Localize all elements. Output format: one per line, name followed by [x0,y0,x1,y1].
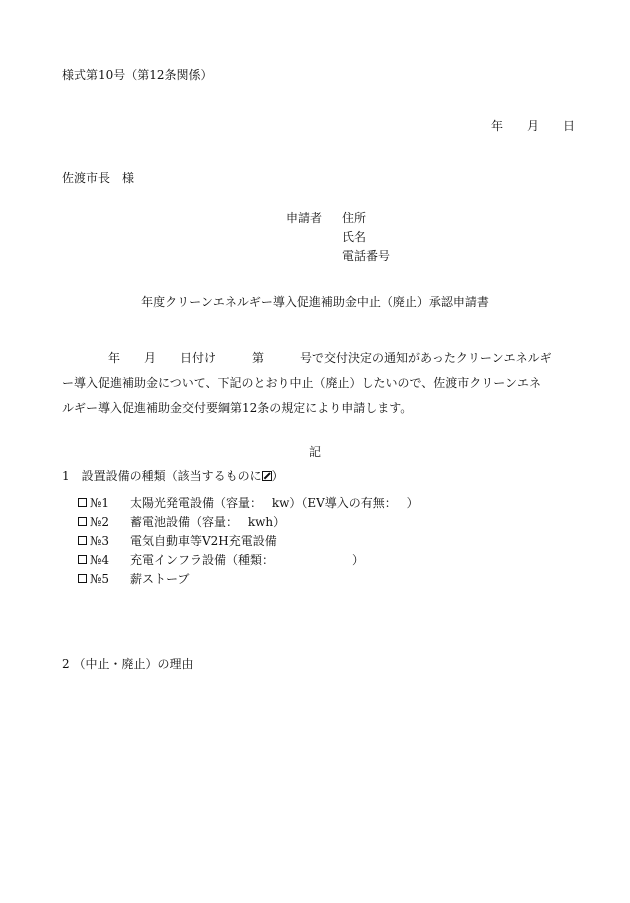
ki-heading: 記 [308,445,321,459]
item-number: №4 [90,552,109,567]
checkbox-icon[interactable] [78,536,87,545]
section2-heading: 2 （中止・廃止）の理由 [62,657,194,671]
item-text: 薪ストーブ [130,571,190,586]
name-label: 氏名 [342,230,367,244]
item-text: 電気自動車等V2H充電設備 [130,533,277,548]
item-number: №3 [90,533,109,548]
checkbox-icon[interactable] [78,498,87,507]
addressee: 佐渡市長 様 [62,171,135,185]
checkbox-icon[interactable] [78,555,87,564]
phone-label: 電話番号 [342,249,391,263]
section1-heading-close: ） [271,469,284,483]
date-line: 年 月 日 [490,119,575,133]
applicant-row-name [286,231,390,250]
document-title: 年度クリーンエネルギー導入促進補助金中止（廃止）承認申請書 [141,295,489,309]
equipment-item-5 [78,569,419,588]
equipment-item-1 [78,493,419,512]
item-number: №5 [90,571,109,586]
body-paragraph [62,346,582,421]
section1-heading [62,470,284,482]
applicant-row-address [286,212,390,231]
body-line-2: ー導入促進補助金について、下記のとおり中止（廃止）したいので、佐渡市クリーンエネ [62,376,542,390]
checked-box-icon [262,471,272,481]
checkbox-icon[interactable] [78,574,87,583]
applicant-block [286,212,390,269]
checkbox-icon[interactable] [78,517,87,526]
body-line-3: ルギー導入促進補助金交付要綱第12条の規定により申請します。 [62,401,413,415]
item-text: 蓄電池設備（容量： kwh） [130,514,286,529]
address-label: 住所 [342,211,367,225]
equipment-list [78,493,419,588]
item-number: №1 [90,495,109,510]
applicant-row-phone [286,250,390,269]
equipment-item-2 [78,512,419,531]
applicant-role-label: 申請者 [286,211,323,225]
equipment-item-3 [78,531,419,550]
body-line-1: 年 月 日付け 第 号で交付決定の通知があったクリーンエネルギ [108,351,552,365]
form-number-label: 様式第10号（第12条関係） [62,68,213,82]
equipment-item-4 [78,550,419,569]
item-text: 太陽光発電設備（容量： kw）（EV導入の有無： ） [130,495,419,510]
item-number: №2 [90,514,109,529]
item-text: 充電インフラ設備（種類： ） [130,552,365,567]
section1-heading-text: 1 設置設備の種類（該当するものに [62,469,262,483]
